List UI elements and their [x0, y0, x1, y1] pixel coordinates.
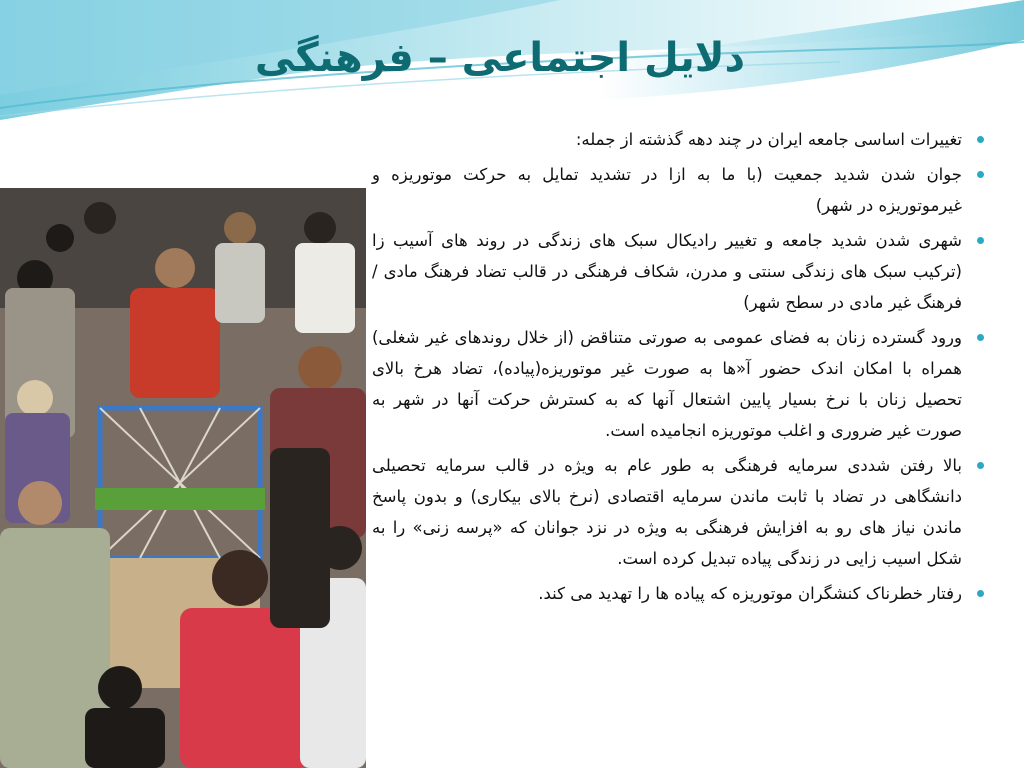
bullet-item — [372, 322, 962, 446]
bullet-item — [372, 578, 962, 609]
bullet-item — [372, 124, 962, 155]
bullet-text: ورود گسترده زنان به فضای عمومی به صورتی متناقض (از خلال روندهای غیر شغلی) همراه با امکان اندک حضور آ«ها به صورت غیر موتوریزه(پیاده)، تضاد هرخ بالای تحصیل زنان با نرخ بسیار پایین اشتعال آنها که به کسترش حرکت آنها در شهر به صورت غیر ضروری و اغلب موتوریزه انجامیده است. — [372, 328, 962, 440]
bullet-list — [372, 124, 962, 609]
bullet-text: شهری شدن شدید جامعه و تغییر رادیکال سبک های زندگی در روند های آسیب زا (ترکیب سبک های زندگی سنتی و مدرن، شکاف فرهنگی در قالب تضاد فرهنگ مادی / فرهنگ غیر مادی در سطح شهر) — [372, 231, 962, 312]
bullet-text: جوان شدن شدید جمعیت (با ما به ازا در تشدید تمایل به حرکت موتوریزه و غیرموتوریزه در شهر) — [372, 165, 962, 215]
bullet-text: بالا رفتن شددی سرمایه فرهنگی به طور عام به ویژه در قالب سرمایه تحصیلی دانشگاهی در تضاد با ثابت ماندن سرمایه اقتصادی (نرخ بالای بیکاری) و بدون پاسخ ماندن نیاز های رو به افزایش فرهنگی به ویژه در نزد جوانان که «پرسه زنی» را به شکل اسیب زایی در زندگی پیاده تبدیل کرده است. — [372, 456, 962, 568]
bullet-list-container — [372, 124, 962, 609]
bullet-dot-icon — [977, 334, 984, 341]
bullet-text: تغییرات اساسی جامعه ایران در چند دهه گذشته از جمله: — [575, 130, 962, 149]
bullet-dot-icon — [977, 171, 984, 178]
bullet-dot-icon — [977, 462, 984, 469]
bullet-text: رفتار خطرناک کنشگران موتوریزه که پیاده ها را تهدید می کند. — [538, 584, 962, 603]
bullet-dot-icon — [977, 136, 984, 143]
crowd-photo — [0, 188, 366, 768]
bullet-dot-icon — [977, 237, 984, 244]
bullet-item — [372, 159, 962, 221]
bullet-item — [372, 225, 962, 318]
bullet-dot-icon — [977, 590, 984, 597]
slide-title: دلایل اجتماعی – فرهنگی — [254, 35, 746, 81]
bullet-item — [372, 450, 962, 574]
